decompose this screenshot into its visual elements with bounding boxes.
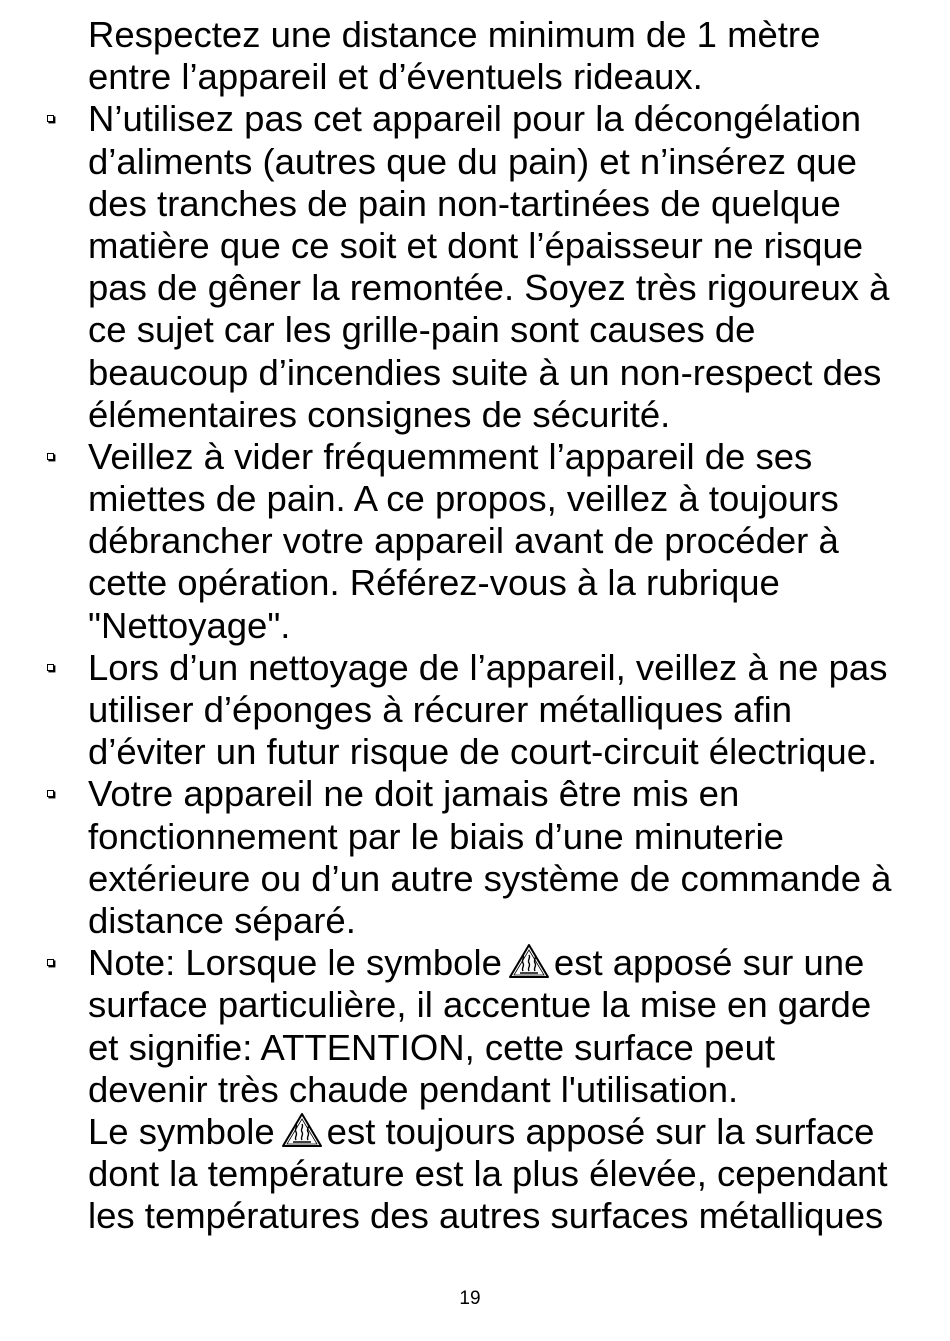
text-segment: fonctionnement par le biais d’une minuterie	[88, 815, 784, 857]
text-segment: des tranches de pain non-tartinées de quelque	[88, 182, 841, 224]
text-segment: Veillez à vider fréquemment l’appareil de ses	[88, 435, 813, 477]
hot-surface-warning-icon	[281, 1112, 323, 1148]
list-item	[88, 773, 918, 942]
text-segment: distance séparé.	[88, 899, 356, 941]
text-segment: "Nettoyage".	[88, 604, 291, 646]
list-item	[88, 14, 918, 98]
text-segment: débrancher votre appareil avant de procéder à	[88, 520, 839, 562]
text-segment: Respectez une distance minimum de 1 mètre	[88, 14, 821, 55]
text-segment: pas de gêner la remontée. Soyez très rigoureux à	[88, 267, 890, 309]
text-line	[88, 1153, 918, 1195]
square-bullet-icon	[47, 115, 54, 122]
text-segment: Note: Lorsque le symbole	[88, 942, 502, 984]
text-line	[88, 309, 918, 351]
text-line	[88, 731, 918, 773]
text-line	[88, 1195, 918, 1237]
text-line	[88, 352, 918, 394]
text-line	[88, 900, 918, 942]
text-segment: Lors d’un nettoyage de l’appareil, veillez à ne pas	[88, 646, 888, 688]
list-item	[88, 942, 918, 1237]
text-segment: dont la température est la plus élevée, cependant	[88, 1153, 888, 1195]
text-line	[88, 773, 918, 815]
text-segment: utiliser d’éponges à récurer métalliques afin	[88, 689, 793, 730]
text-line	[88, 647, 918, 689]
text-line	[88, 858, 918, 900]
text-segment: miettes de pain. A ce propos, veillez à toujours	[88, 478, 839, 520]
text-line	[88, 942, 918, 984]
text-segment: N’utilisez pas cet appareil pour la décongélation	[88, 98, 862, 140]
text-line	[88, 56, 918, 98]
text-line	[88, 1027, 918, 1069]
text-line	[88, 689, 918, 731]
text-line	[88, 816, 918, 858]
text-line	[88, 1069, 918, 1111]
text-segment: beaucoup d’incendies suite à un non-respect des	[88, 351, 882, 393]
list-item	[88, 436, 918, 647]
page-number: 19	[459, 1288, 481, 1309]
text-line	[88, 984, 918, 1026]
text-line	[88, 520, 918, 562]
text-line	[88, 98, 918, 140]
text-segment: d’éviter un futur risque de court-circuit électrique.	[88, 731, 878, 773]
text-segment: matière que ce soit et dont l’épaisseur ne risque	[88, 224, 864, 266]
text-segment: entre l’appareil et d’éventuels rideaux.	[88, 56, 703, 98]
text-segment: les températures des autres surfaces métalliques	[88, 1195, 884, 1237]
text-line	[88, 267, 918, 309]
square-bullet-icon	[47, 664, 54, 671]
square-bullet-icon	[47, 959, 54, 966]
text-segment: extérieure ou d’un autre système de commande à	[88, 857, 892, 899]
hot-surface-warning-icon	[508, 943, 550, 979]
text-line	[88, 14, 918, 56]
text-line	[88, 183, 918, 225]
text-line	[88, 394, 918, 436]
square-bullet-icon	[47, 790, 54, 797]
square-bullet-icon	[47, 453, 54, 460]
list-item	[88, 647, 918, 774]
text-segment: surface particulière, il accentue la mise en garde	[88, 984, 872, 1026]
text-line	[88, 436, 918, 478]
text-segment: cette opération. Référez-vous à la rubrique	[88, 562, 780, 604]
text-segment: est toujours apposé sur la surface	[326, 1110, 875, 1152]
text-line	[88, 141, 918, 183]
text-line	[88, 562, 918, 604]
text-segment: élémentaires consignes de sécurité.	[88, 393, 671, 435]
safety-instructions-text	[88, 14, 918, 1237]
text-line	[88, 605, 918, 647]
text-segment: et signifie: ATTENTION, cette surface peut	[88, 1026, 776, 1068]
text-segment: d’aliments (autres que du pain) et n’insérez que	[88, 140, 857, 182]
text-line	[88, 478, 918, 520]
text-segment: Votre appareil ne doit jamais être mis en	[88, 773, 740, 815]
text-line	[88, 225, 918, 267]
text-segment: devenir très chaude pendant l'utilisation.	[88, 1068, 739, 1110]
list-item	[88, 98, 918, 436]
text-segment: Le symbole	[88, 1110, 275, 1152]
text-segment: ce sujet car les grille-pain sont causes de	[88, 309, 756, 351]
text-segment: est apposé sur une	[553, 942, 865, 984]
text-line	[88, 1111, 918, 1153]
